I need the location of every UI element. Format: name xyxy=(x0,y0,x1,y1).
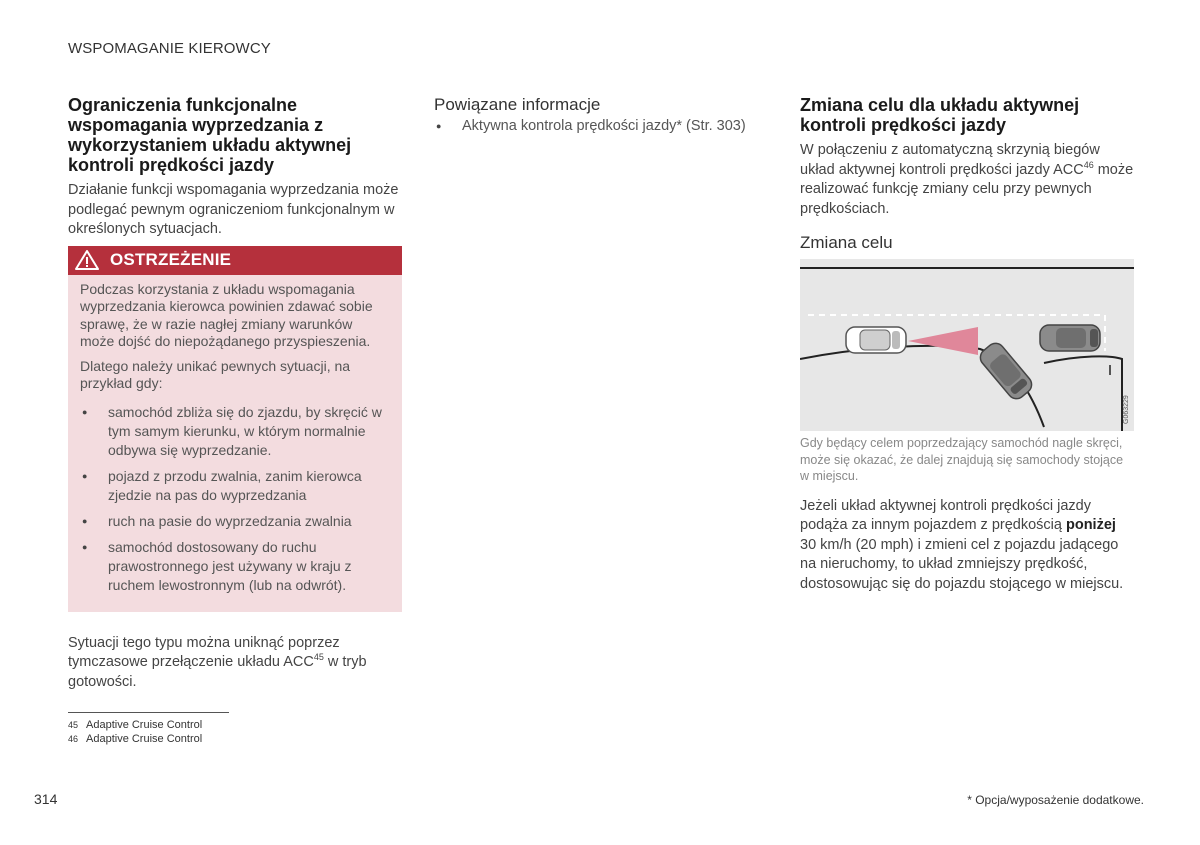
outro-text: Sytuacji tego typu można uniknąć poprzez tymczasowe przełączenie układu ACC xyxy=(68,634,340,670)
footnote-ref-46[interactable]: 46 xyxy=(1083,159,1094,170)
body-text-end: 30 km/h (20 mph) i zmieni cel z pojazdu jadącego na nieruchomy, to układ zmniejszy prędkość, dostosowując się do pojazdu stojącego w miejscu. xyxy=(800,536,1124,592)
warning-paragraph-2: Dlatego należy unikać pewnych sytuacji, na przykład gdy: xyxy=(80,357,351,391)
related-info-link[interactable]: ● Aktywna kontrola prędkości jazdy* (Str. 303) xyxy=(434,117,774,136)
footnote-number: 46 xyxy=(68,734,79,744)
intro-text: W połączeniu z automatyczną skrzynią biegów układ aktywnej kontroli prędkości jazdy ACC xyxy=(800,142,1100,178)
own-car-icon xyxy=(846,327,906,353)
section-heading-target-change: Zmiana celu dla układu aktywnej kontroli prędkości jazdy xyxy=(800,95,1080,135)
warning-title: OSTRZEŻENIE xyxy=(110,250,232,269)
footnote-divider xyxy=(68,712,229,713)
warning-list-item: ● ruch na pasie do wyprzedzania zwalnia xyxy=(80,512,384,531)
body-bold: poniżej xyxy=(1065,517,1116,533)
column-right xyxy=(800,95,1134,594)
stationary-car-icon xyxy=(1040,325,1100,351)
warning-header xyxy=(68,246,402,275)
related-info-heading: Powiązane informacje xyxy=(434,95,601,114)
footnote-text: Adaptive Cruise Control xyxy=(86,733,203,745)
footnote-text: Adaptive Cruise Control xyxy=(86,719,203,731)
warning-triangle-icon xyxy=(74,249,100,271)
footnotes xyxy=(68,718,202,746)
footnote-45 xyxy=(68,718,202,732)
intro-paragraph: Działanie funkcji wspomagania wyprzedzania może podlegać pewnym ograniczeniom funkcjonalnym w określonych sytuacjach. xyxy=(68,182,399,237)
illustration-caption: Gdy będący celem poprzedzający samochód nagle skręci, może się okazać, że dalej znajdują się samochody stojące w miejscu. xyxy=(800,436,1124,483)
warning-list xyxy=(80,403,384,595)
intro-text-end: może realizować funkcję zmiany celu przy pewnych prędkościach. xyxy=(800,161,1134,217)
warning-box xyxy=(68,246,402,612)
target-change-intro xyxy=(800,141,1134,219)
outro-paragraph xyxy=(68,634,402,693)
warning-body xyxy=(68,275,402,612)
image-code: G063229 xyxy=(1123,395,1130,424)
optional-equipment-note: * Opcja/wyposażenie dodatkowe. xyxy=(967,793,1144,807)
warning-list-item: ● samochód dostosowany do ruchu prawostronnego jest używany w kraju z ruchem lewostronnym (lub na odwrót). xyxy=(80,538,384,595)
section-heading: Ograniczenia funkcjonalne wspomagania wyprzedzania z wykorzystaniem układu aktywnej kontroli prędkości jazdy xyxy=(68,95,352,175)
warning-paragraph-1: Podczas korzystania z układu wspomagania wyprzedzania kierowca powinien zdawać sobie sprawę, że w razie nagłej zmiany warunków może dojść do niepożądanego przyspieszenia. xyxy=(80,280,373,349)
subheading: Zmiana celu xyxy=(800,233,893,252)
warning-list-item: ● pojazd z przodu zwalnia, zanim kierowca zjedzie na pas do wyprzedzania xyxy=(80,467,384,505)
column-middle xyxy=(434,95,774,136)
target-change-body xyxy=(800,497,1134,595)
footnote-ref-45[interactable]: 45 xyxy=(313,652,324,663)
related-info-list xyxy=(434,117,774,136)
page-number: 314 xyxy=(34,791,58,807)
footnote-number: 45 xyxy=(68,720,79,730)
outro-text-end: w tryb gotowości. xyxy=(68,654,367,690)
column-left xyxy=(68,95,402,692)
footnote-46 xyxy=(68,732,202,746)
running-header: WSPOMAGANIE KIEROWCY xyxy=(68,40,271,57)
target-change-illustration xyxy=(800,259,1134,431)
warning-list-item: ● samochód zbliża się do zjazdu, by skręcić w tym samym kierunku, w którym normalnie odbywa się wyprzedzanie. xyxy=(80,403,384,460)
body-text: Jeżeli układ aktywnej kontroli prędkości jazdy podąża za innym pojazdem z prędkością xyxy=(800,497,1091,533)
